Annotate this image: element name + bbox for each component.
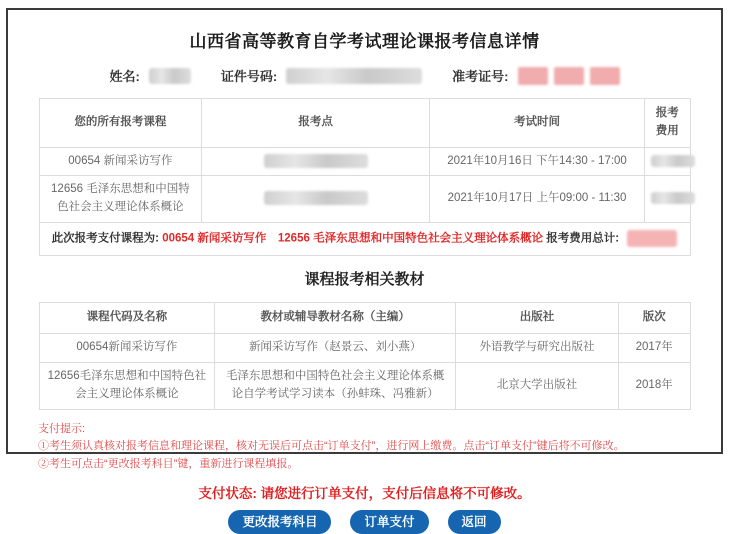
payment-summary-cell bbox=[39, 223, 690, 256]
table-row bbox=[39, 334, 690, 363]
table-header-row bbox=[39, 99, 690, 148]
name-field bbox=[109, 66, 190, 85]
pay-order-button[interactable]: 订单支付 bbox=[350, 510, 428, 534]
fee-redacted bbox=[651, 192, 695, 204]
materials-table bbox=[39, 302, 691, 409]
course-cell: 00654 新闻采访写作 bbox=[39, 147, 202, 176]
payment-status-text: 支付状态: 请您进行订单支付，支付后信息将不可修改。 bbox=[198, 486, 531, 502]
edition-cell: 2018年 bbox=[618, 363, 690, 410]
publisher-cell: 外语教学与研究出版社 bbox=[456, 334, 619, 363]
payment-summary-row bbox=[39, 223, 690, 256]
col-header-exam-site: 报考点 bbox=[202, 99, 430, 148]
summary-courses-text: 00654 新闻采访写作 12656 毛泽东思想和中国特色社会主义理论体系概论 bbox=[162, 232, 544, 245]
col-header-courses: 您的所有报考课程 bbox=[39, 99, 202, 148]
change-subjects-button[interactable]: 更改报考科目 bbox=[228, 510, 331, 534]
table-header-row bbox=[39, 303, 690, 334]
course-code-cell: 12656毛泽东思想和中国特色社会主义理论体系概论 bbox=[39, 363, 215, 410]
exam-site-cell bbox=[202, 176, 430, 223]
material-cell: 新闻采访写作（赵景云、刘小燕） bbox=[215, 334, 456, 363]
admission-ticket-field bbox=[452, 66, 619, 85]
col-header-course-code: 课程代码及名称 bbox=[39, 303, 215, 334]
material-cell: 毛泽东思想和中国特色社会主义理论体系概论自学考试学习读本（孙蚌珠、冯雅新） bbox=[215, 363, 456, 410]
registration-detail-panel bbox=[6, 8, 723, 530]
course-code-cell: 00654新闻采访写作 bbox=[39, 334, 215, 363]
page-title: 山西省高等教育自学考试理论课报考信息详情 bbox=[189, 32, 540, 51]
payment-tips bbox=[38, 421, 697, 474]
name-label: 姓名: bbox=[109, 69, 140, 84]
summary-prefix-label: 此次报考支付课程为: bbox=[51, 232, 160, 245]
action-buttons bbox=[8, 510, 721, 534]
exam-site-redacted bbox=[264, 191, 368, 205]
col-header-publisher: 出版社 bbox=[456, 303, 619, 334]
fee-cell bbox=[644, 176, 690, 223]
table-row bbox=[39, 176, 690, 223]
exam-time-cell: 2021年10月16日 下午14:30 - 17:00 bbox=[430, 147, 645, 176]
redacted-segment bbox=[518, 67, 548, 85]
payment-tip-line-1: ①考生须认真核对报考信息和理论课程，核对无误后可点击“订单支付”，进行网上缴费。点击“订单支付”键后将不可修改。 bbox=[38, 440, 625, 453]
redacted-segment bbox=[590, 67, 620, 85]
edition-cell: 2017年 bbox=[618, 334, 690, 363]
col-header-edition: 版次 bbox=[618, 303, 690, 334]
name-redacted-value bbox=[149, 68, 191, 84]
exam-site-cell bbox=[202, 147, 430, 176]
id-number-field bbox=[221, 66, 422, 85]
id-number-redacted-value bbox=[286, 68, 422, 84]
table-row bbox=[39, 147, 690, 176]
table-row bbox=[39, 363, 690, 410]
registered-courses-table bbox=[39, 98, 691, 256]
admission-ticket-redacted-value bbox=[518, 67, 620, 85]
fee-redacted bbox=[651, 155, 695, 167]
course-cell: 12656 毛泽东思想和中国特色社会主义理论体系概论 bbox=[39, 176, 202, 223]
id-number-label: 证件号码: bbox=[220, 69, 278, 84]
admission-ticket-label: 准考证号: bbox=[452, 69, 509, 84]
payment-tips-title: 支付提示: bbox=[38, 422, 86, 435]
col-header-exam-time: 考试时间 bbox=[430, 99, 645, 148]
redacted-segment bbox=[554, 67, 584, 85]
fee-total-redacted bbox=[627, 230, 677, 247]
payment-tip-line-2: ②考生可点击“更改报考科目”键，重新进行课程填报。 bbox=[38, 457, 299, 470]
exam-time-cell: 2021年10月17日 上午09:00 - 11:30 bbox=[430, 176, 645, 223]
col-header-fee: 报考费用 bbox=[644, 99, 690, 148]
fee-total-label: 报考费用总计: bbox=[546, 232, 620, 245]
materials-section-title: 课程报考相关教材 bbox=[304, 271, 425, 289]
col-header-material-name: 教材或辅导教材名称（主编） bbox=[215, 303, 456, 334]
exam-site-redacted bbox=[264, 154, 368, 168]
fee-cell bbox=[644, 147, 690, 176]
back-button[interactable]: 返回 bbox=[448, 510, 501, 534]
publisher-cell: 北京大学出版社 bbox=[456, 363, 619, 410]
identity-row bbox=[8, 66, 721, 85]
